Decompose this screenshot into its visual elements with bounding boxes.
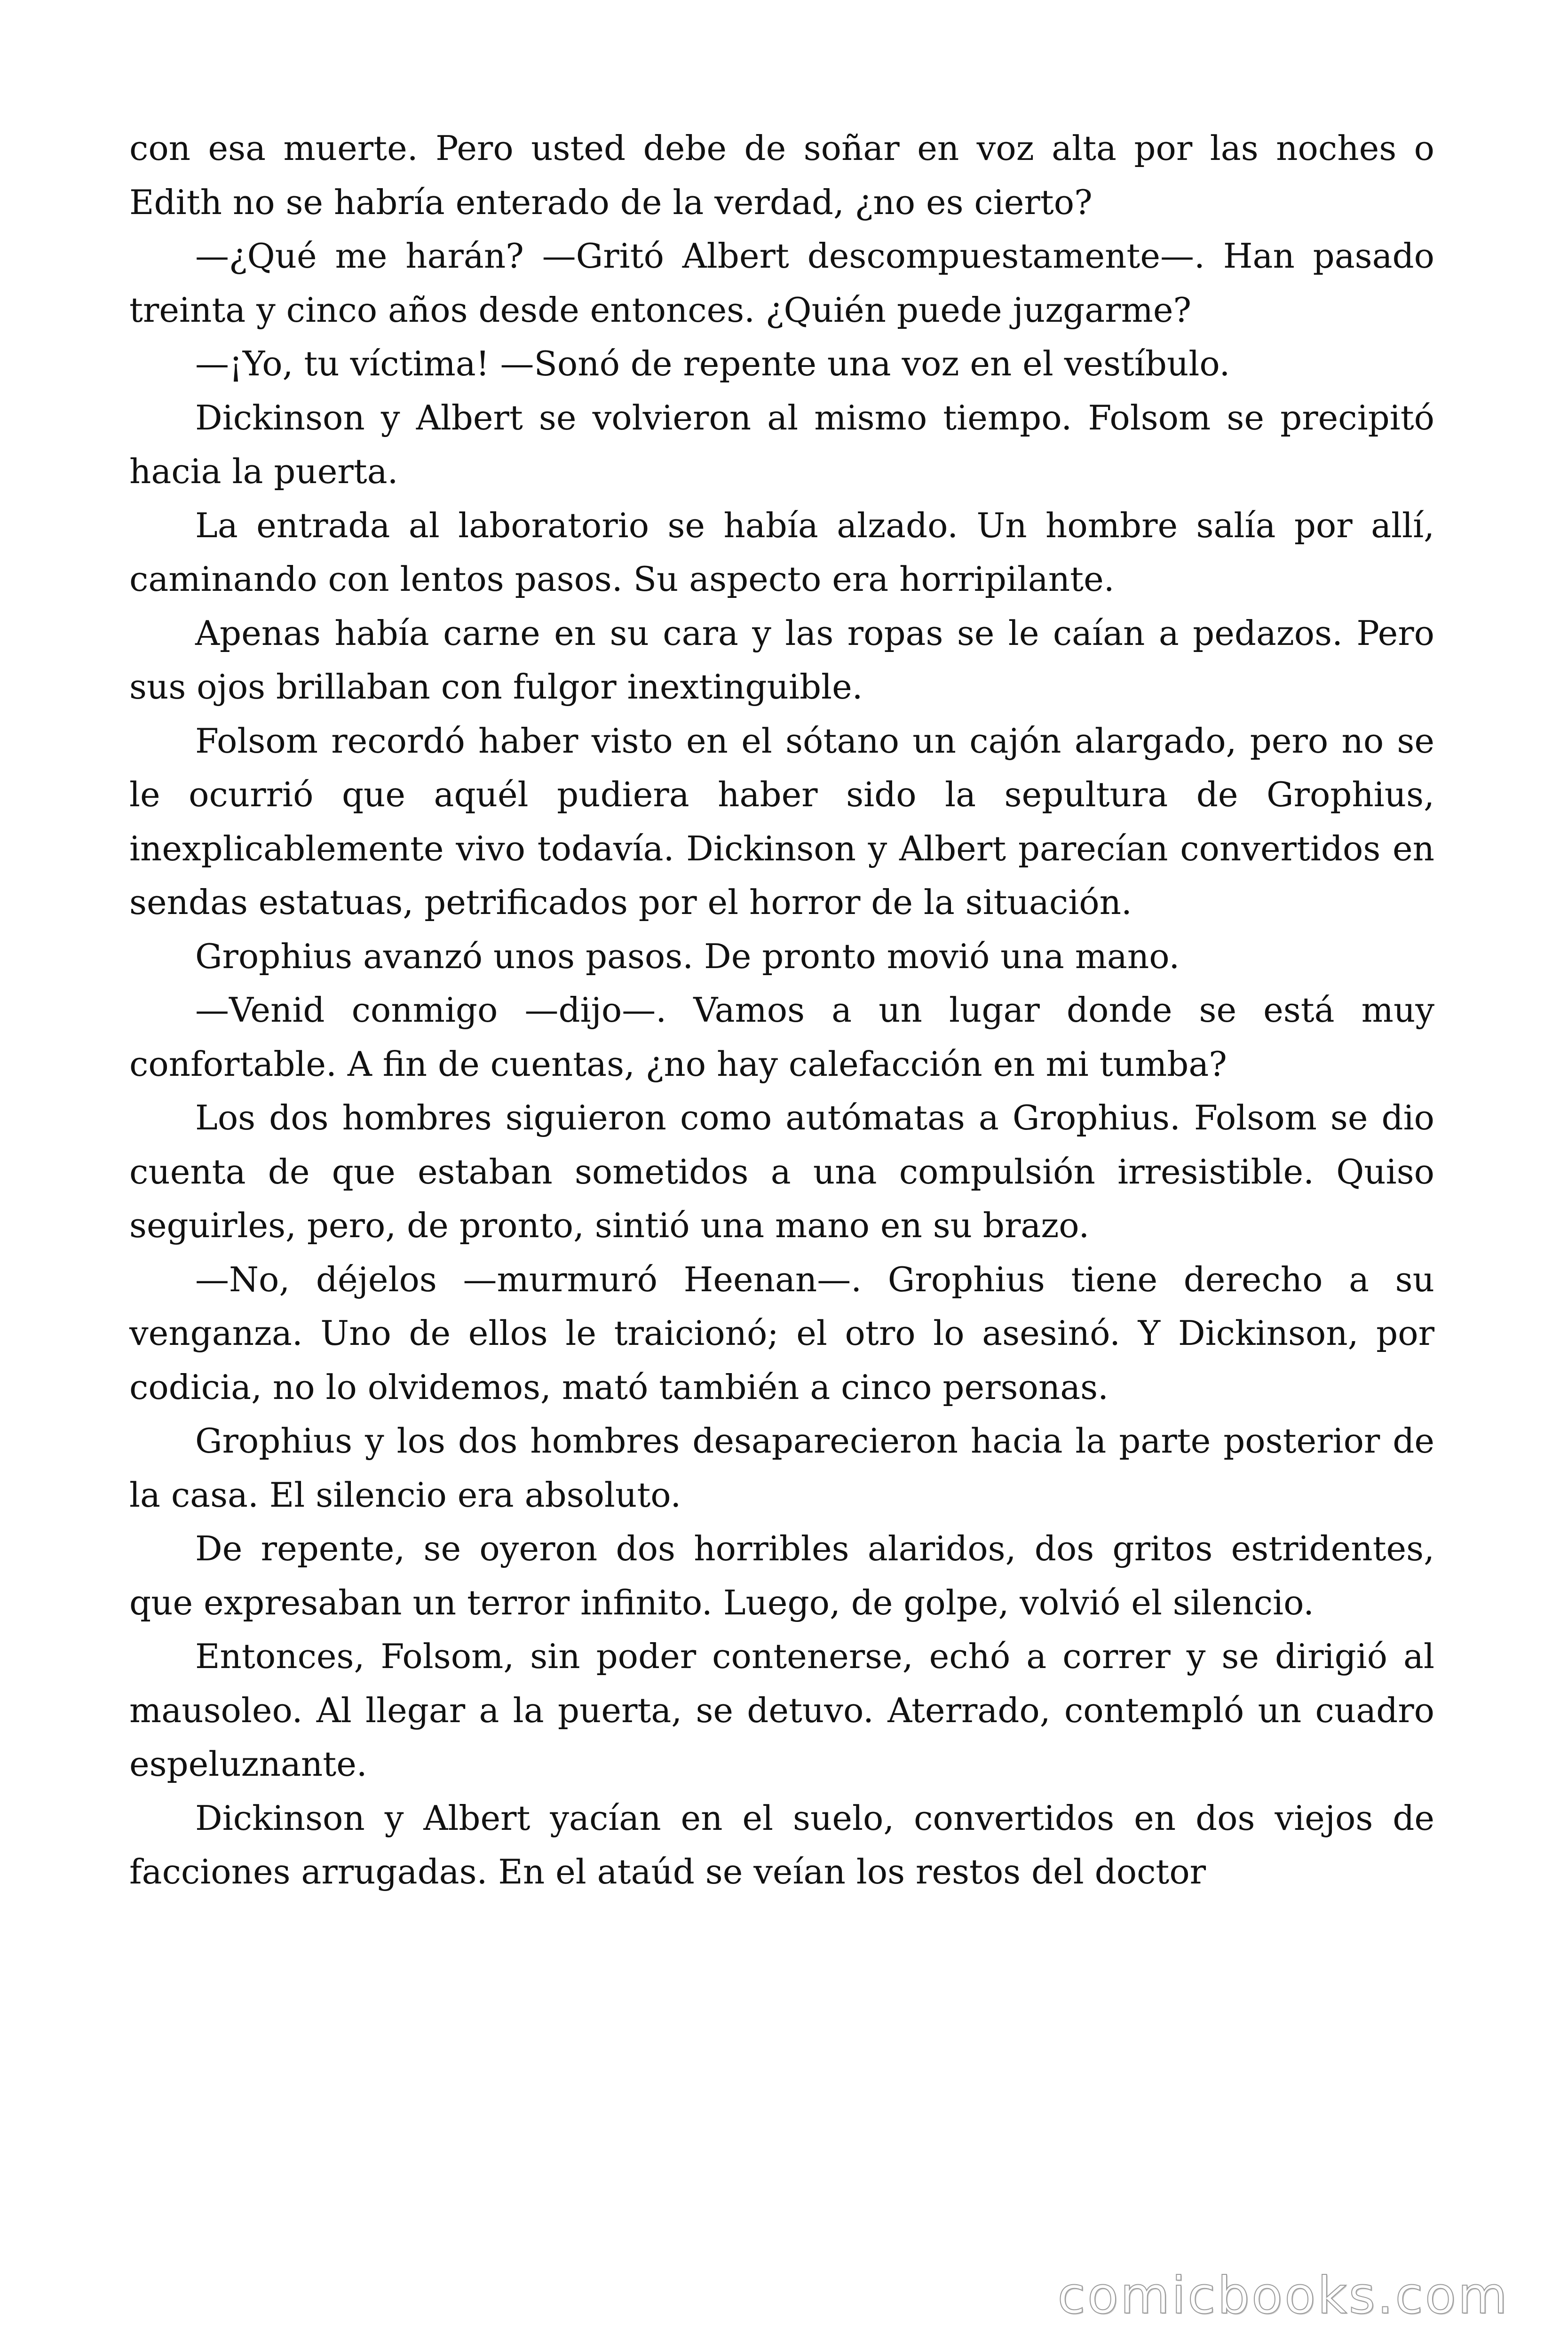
- paragraph: Grophius avanzó unos pasos. De pronto movió una mano.: [195, 936, 1180, 976]
- paragraph: De repente, se oyeron dos horribles alaridos, dos gritos estridentes, que expresaban un terror infinito. Luego, de golpe, volvió el silencio.: [129, 1529, 1434, 1622]
- paragraph: —Venid conmigo —dijo—. Vamos a un lugar donde se está muy confortable. A fin de cuentas, ¿no hay calefacción en mi tumba?: [129, 990, 1434, 1084]
- paragraph: —No, déjelos —murmuró Heenan—. Grophius tiene derecho a su venganza. Uno de ellos le traicionó; el otro lo asesinó. Y Dickinson, por codicia, no lo olvidemos, mató también a cinco personas.: [129, 1259, 1434, 1407]
- paragraph: Grophius y los dos hombres desaparecieron hacia la parte posterior de la casa. El silencio era absoluto.: [129, 1421, 1434, 1515]
- paragraph: Los dos hombres siguieron como autómatas a Grophius. Folsom se dio cuenta de que estaban sometidos a una compulsión irresistible. Quiso seguirles, pero, de pronto, sintió una mano en su brazo.: [129, 1098, 1434, 1245]
- paragraph: Folsom recordó haber visto en el sótano un cajón alargado, pero no se le ocurrió que aquél pudiera haber sido la sepultura de Grophius, inexplicablemente vivo todavía. Dickinson y Albert parecían convertidos en sendas estatuas, petrificados por el horror de la situación.: [129, 721, 1434, 922]
- watermark: comicbooks.com: [1057, 2266, 1509, 2325]
- paragraph: Dickinson y Albert se volvieron al mismo tiempo. Folsom se precipitó hacia la puerta.: [129, 397, 1434, 491]
- paragraph: Apenas había carne en su cara y las ropas se le caían a pedazos. Pero sus ojos brillaban con fulgor inextinguible.: [129, 613, 1434, 707]
- paragraph-final: Dickinson y Albert yacían en el suelo, convertidos en dos viejos de facciones arrugadas. En el ataúd se veían los restos del doctor: [129, 1798, 1434, 1891]
- paragraph: Entonces, Folsom, sin poder contenerse, echó a correr y se dirigió al mausoleo. Al llegar a la puerta, se detuvo. Aterrado, contempló un cuadro espeluznante.: [129, 1637, 1434, 1784]
- paragraph: La entrada al laboratorio se había alzado. Un hombre salía por allí, caminando con lentos pasos. Su aspecto era horripilante.: [129, 505, 1434, 599]
- paragraph: —¿Qué me harán? —Gritó Albert descompuestamente—. Han pasado treinta y cinco años desde entonces. ¿Quién puede juzgarme?: [129, 236, 1434, 330]
- paragraph-continuation: con esa muerte. Pero usted debe de soñar en voz alta por las noches o Edith no se habría enterado de la verdad, ¿no es cierto?: [129, 128, 1434, 222]
- body-text: [129, 121, 1434, 1899]
- paragraph: —¡Yo, tu víctima! —Sonó de repente una voz en el vestíbulo.: [195, 344, 1230, 383]
